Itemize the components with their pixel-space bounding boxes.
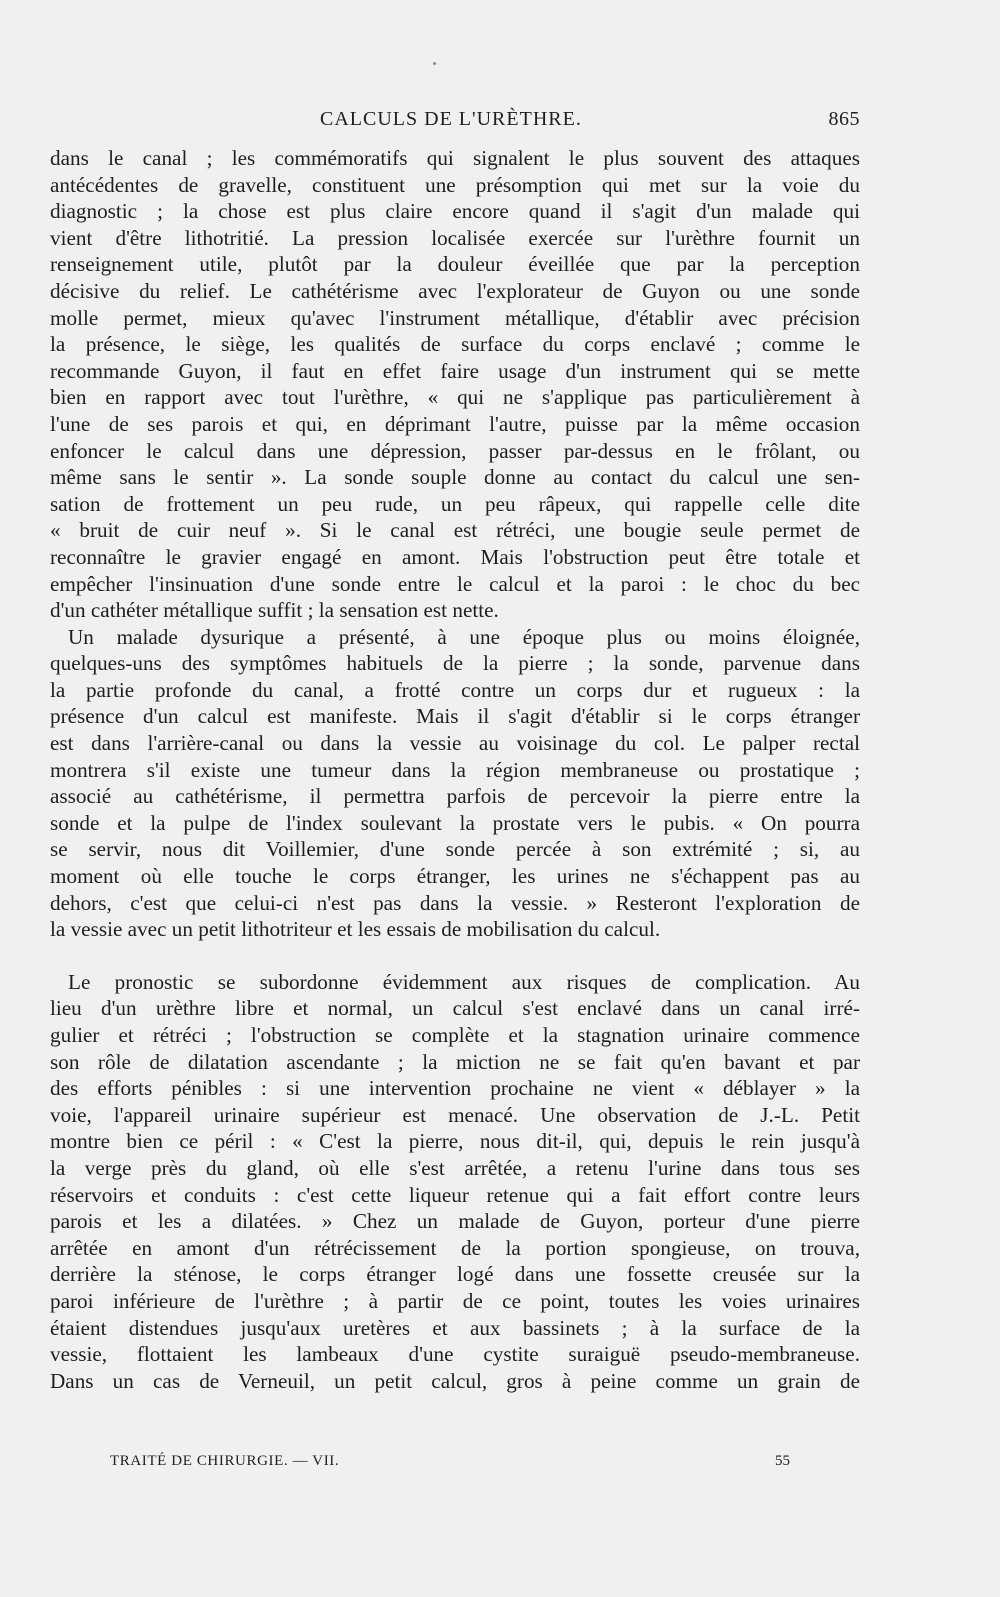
text-line: quelques-uns des symptômes habituels de la pierre ; la sonde, parvenue dans — [50, 651, 860, 676]
text-line: montrera s'il existe une tumeur dans la région membraneuse ou prostatique ; — [50, 757, 860, 782]
text-line: empêcher l'insinuation d'une sonde entre le calcul et la paroi : le choc du bec — [50, 571, 860, 596]
text-line: vient d'être lithotritié. La pression localisée exercée sur l'urèthre fournit un — [50, 225, 860, 250]
text-line: enfoncer le calcul dans une dépression, passer par-dessus en le frôlant, ou — [50, 438, 860, 463]
text-line: même sans le sentir ». La sonde souple donne au contact du calcul une sen- — [50, 465, 860, 490]
text-line: associé au cathétérisme, il permettra parfois de percevoir la pierre entre la — [50, 784, 860, 809]
text-line: moment où elle touche le corps étranger, les urines ne s'échappent pas au — [50, 864, 860, 889]
text-line: vessie, flottaient les lambeaux d'une cystite suraiguë pseudo-membraneuse. — [50, 1342, 860, 1367]
text-line: la partie profonde du canal, a frotté contre un corps dur et rugueux : la — [50, 677, 860, 702]
page-footer — [110, 1453, 790, 1477]
text-line: lieu d'un urèthre libre et normal, un calcul s'est enclavé dans un canal irré- — [50, 996, 860, 1021]
signature-mark: 55 — [775, 1453, 790, 1469]
text-line: l'une de ses parois et qui, en déprimant l'autre, puisse par la même occasion — [50, 411, 860, 436]
running-title: CALCULS DE L'URÈTHRE. — [320, 108, 582, 130]
text-line: renseignement utile, plutôt par la douleur éveillée que par la perception — [50, 252, 860, 277]
running-header — [52, 108, 860, 138]
text-line: montre bien ce péril : « C'est la pierre, nous dit-il, qui, depuis le rein jusqu'à — [50, 1129, 860, 1154]
text-line: voie, l'appareil urinaire supérieur est menacé. Une observation de J.-L. Petit — [50, 1102, 860, 1127]
text-line: sation de frottement un peu rude, un peu râpeux, qui rappelle celle dite — [50, 491, 860, 516]
text-line: gulier et rétréci ; l'obstruction se complète et la stagnation urinaire commence — [50, 1023, 860, 1047]
text-line: dans le canal ; les commémoratifs qui signalent le plus souvent des attaques — [50, 146, 860, 170]
paragraph-3 — [50, 969, 860, 1395]
paragraph-2 — [50, 624, 860, 943]
text-line: la présence, le siège, les qualités de surface du corps enclavé ; comme le — [50, 332, 860, 357]
text-line: Le pronostic se subordonne évidemment aux risques de complication. Au — [68, 969, 860, 994]
text-line: des efforts pénibles : si une intervention prochaine ne vient « déblayer » la — [50, 1076, 860, 1101]
text-line: derrière la sténose, le corps étranger logé dans une fossette creusée sur la — [50, 1262, 860, 1287]
text-line: molle permet, mieux qu'avec l'instrument métallique, d'établir avec précision — [50, 305, 860, 330]
text-line: d'un cathéter métallique suffit ; la sensation est nette. — [50, 598, 499, 623]
text-line: présence d'un calcul est manifeste. Mais il s'agit d'établir si le corps étranger — [50, 704, 860, 729]
text-line: diagnostic ; la chose est plus claire encore quand il s'agit d'un malade qui — [50, 199, 860, 224]
paragraph-1 — [50, 145, 860, 624]
text-line: sonde et la pulpe de l'index soulevant la prostate vers le pubis. « On pourra — [50, 810, 860, 835]
text-line: son rôle de dilatation ascendante ; la miction ne se fait qu'en bavant et par — [50, 1049, 860, 1074]
text-line: bien en rapport avec tout l'urèthre, « qui ne s'applique pas particulièrement à — [50, 385, 860, 410]
text-line: décisive du relief. Le cathétérisme avec l'explorateur de Guyon ou une sonde — [50, 278, 860, 303]
text-line: Dans un cas de Verneuil, un petit calcul, gros à peine comme un grain de — [50, 1368, 860, 1393]
print-speck — [433, 62, 436, 65]
footer-book-title: TRAITÉ DE CHIRURGIE. — VII. — [110, 1453, 340, 1469]
page-body — [50, 145, 860, 1394]
text-line: « bruit de cuir neuf ». Si le canal est rétréci, une bougie seule permet de — [50, 518, 860, 543]
page-number: 865 — [828, 108, 860, 130]
paragraph-gap — [50, 943, 860, 969]
text-line: arrêtée en amont d'un rétrécissement de la portion spongieuse, on trouva, — [50, 1235, 860, 1260]
text-line: la verge près du gland, où elle s'est arrêtée, a retenu l'urine dans tous ses — [50, 1155, 860, 1180]
text-line: parois et les a dilatées. » Chez un malade de Guyon, porteur d'une pierre — [50, 1209, 860, 1234]
text-line: Un malade dysurique a présenté, à une époque plus ou moins éloignée, — [68, 624, 860, 649]
text-line: étaient distendues jusqu'aux uretères et aux bassinets ; à la surface de la — [50, 1315, 860, 1340]
text-line: dehors, c'est que celui-ci n'est pas dans la vessie. » Resteront l'exploration de — [50, 890, 860, 915]
text-line: paroi inférieure de l'urèthre ; à partir de ce point, toutes les voies urinaires — [50, 1288, 860, 1313]
text-line: est dans l'arrière-canal ou dans la vessie au voisinage du col. Le palper rectal — [50, 731, 860, 756]
text-line: se servir, nous dit Voillemier, d'une sonde percée à son extrémité ; si, au — [50, 837, 860, 862]
text-line: réservoirs et conduits : c'est cette liqueur retenue qui a fait effort contre leurs — [50, 1182, 860, 1207]
text-line: la vessie avec un petit lithotriteur et les essais de mobilisation du calcul. — [50, 917, 661, 942]
text-line: antécédentes de gravelle, constituent une présomption qui met sur la voie du — [50, 172, 860, 197]
text-line: reconnaître le gravier engagé en amont. Mais l'obstruction peut être totale et — [50, 544, 860, 569]
text-line: recommande Guyon, il faut en effet faire usage d'un instrument qui se mette — [50, 358, 860, 383]
